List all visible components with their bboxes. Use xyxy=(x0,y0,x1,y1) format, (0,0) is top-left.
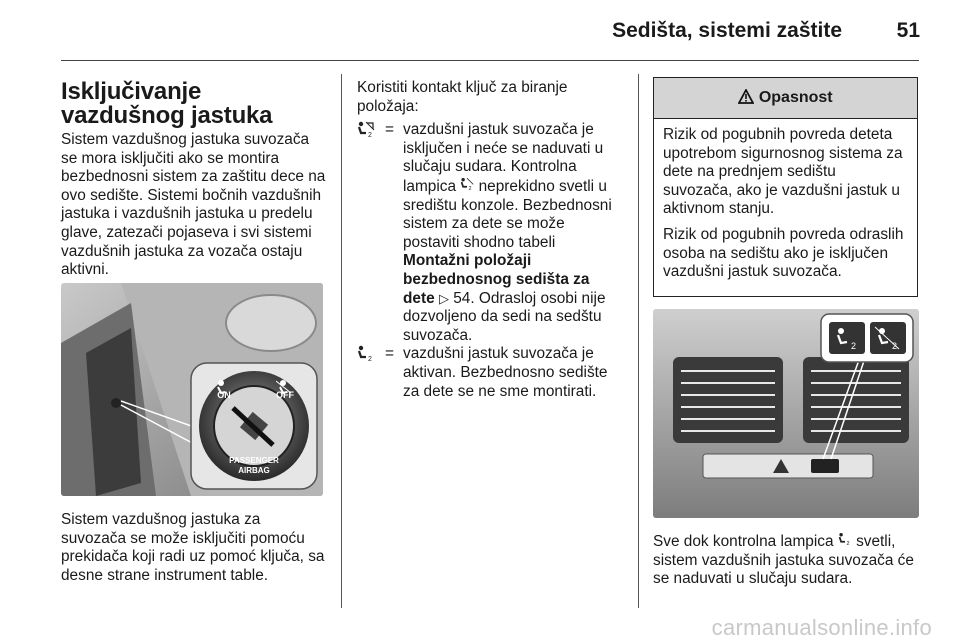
console-indicator-photo xyxy=(653,309,919,518)
column-divider-2 xyxy=(638,74,639,608)
watermark: carmanualsonline.info xyxy=(711,615,932,640)
definition-item-off xyxy=(357,121,625,345)
photo-caption: Sistem vazdušnog jastuka za suvozača se može isključiti pomoću prekidača koji radi uz pomoć ključa, sa desne strane instrument table. xyxy=(61,511,325,584)
page-title: Sedišta, sistemi zaštite xyxy=(612,19,842,42)
middle-intro: Koristiti kontakt ključ za biranje položaja: xyxy=(357,79,568,115)
right-caption-b: svetli, sistem vazdušnih jastuka suvozača će se naduvati u slučaju sudara. xyxy=(653,533,914,588)
cross-reference-link[interactable]: Montažni položaji bezbednosnog sedišta za dete xyxy=(403,252,590,307)
page-reference-arrow-icon: ▷ xyxy=(438,290,449,306)
column-divider-1 xyxy=(341,74,342,608)
warning-title: Opasnost xyxy=(758,89,833,106)
definition-text: vazdušni jastuk suvozača je aktivan. Bezbednosno sedište za dete se ne sme montirati. xyxy=(403,345,608,400)
airbag-on-icon xyxy=(357,345,385,401)
svg-text:2: 2 xyxy=(468,185,472,191)
switch-label-off: OFF xyxy=(276,390,294,400)
definition-text-b: neprekidno svetli u središtu konzole. Bezbednosni sistem za dete se može postaviti shodno tabeli xyxy=(403,177,612,251)
warning-body xyxy=(654,119,917,282)
svg-text:2: 2 xyxy=(368,132,372,139)
switch-label-passenger: PASSENGER xyxy=(229,456,279,465)
warning-box xyxy=(653,77,918,297)
warning-triangle-icon xyxy=(738,89,758,106)
warning-paragraph-2: Rizik od pogubnih povreda odraslih osoba na sedištu ako je isključen vazdušni jastuk suvozača. xyxy=(663,225,904,281)
right-caption-block xyxy=(653,532,921,589)
definition-item-on xyxy=(357,345,625,401)
warning-paragraph-1: Rizik od pogubnih povreda deteta upotrebom sigurnosnog sistema za dete na prednjem sedištu suvozača, ako je vazdušni jastuk u aktivnom stanju. xyxy=(663,126,903,218)
svg-text:2: 2 xyxy=(846,540,850,546)
middle-column xyxy=(357,79,625,401)
intro-paragraph: Sistem vazdušnog jastuka suvozača se mora isključiti ako se montira bezbednosni sistem za zaštitu dece na ovo sedište. Sistemi bočnih vazdušnih jastuka i vazdušnih jastuka u predelu glave, zatezači pojaseva i svi sistemi vazdušnih jastuka za vozača ostaju aktivni. xyxy=(61,131,326,279)
switch-label-airbag: AIRBAG xyxy=(238,466,270,475)
svg-text:2: 2 xyxy=(851,341,857,351)
airbag-off-icon xyxy=(460,179,474,194)
warning-header xyxy=(654,78,917,119)
airbag-on-icon xyxy=(838,533,852,550)
definition-text-a: vazdušni jastuk suvozača je isključen i neće se naduvati u slučaju sudara. Kontrolna lampica xyxy=(403,121,604,195)
right-caption-a: Sve dok kontrolna lampica xyxy=(653,533,834,550)
left-caption-block xyxy=(61,511,326,585)
switch-label-on: ON xyxy=(217,390,231,400)
right-caption xyxy=(653,532,921,589)
page-header xyxy=(0,0,960,60)
section-heading: Isključivanje vazdušnog jastuka xyxy=(61,78,273,129)
definition-text-c: 54. Odrasloj osobi nije dozvoljeno da sedi na sedštu suvozača. xyxy=(403,289,606,344)
airbag-off-icon xyxy=(357,121,385,345)
definition-eq: = xyxy=(385,345,394,363)
svg-text:2: 2 xyxy=(892,341,898,351)
definition-eq: = xyxy=(385,121,394,139)
airbag-switch-photo xyxy=(61,283,323,496)
header-rule xyxy=(61,60,919,61)
page-number: 51 xyxy=(896,19,920,42)
definition-list xyxy=(357,121,625,401)
definition-text xyxy=(403,121,625,345)
svg-text:2: 2 xyxy=(368,356,372,363)
left-column xyxy=(61,80,326,280)
